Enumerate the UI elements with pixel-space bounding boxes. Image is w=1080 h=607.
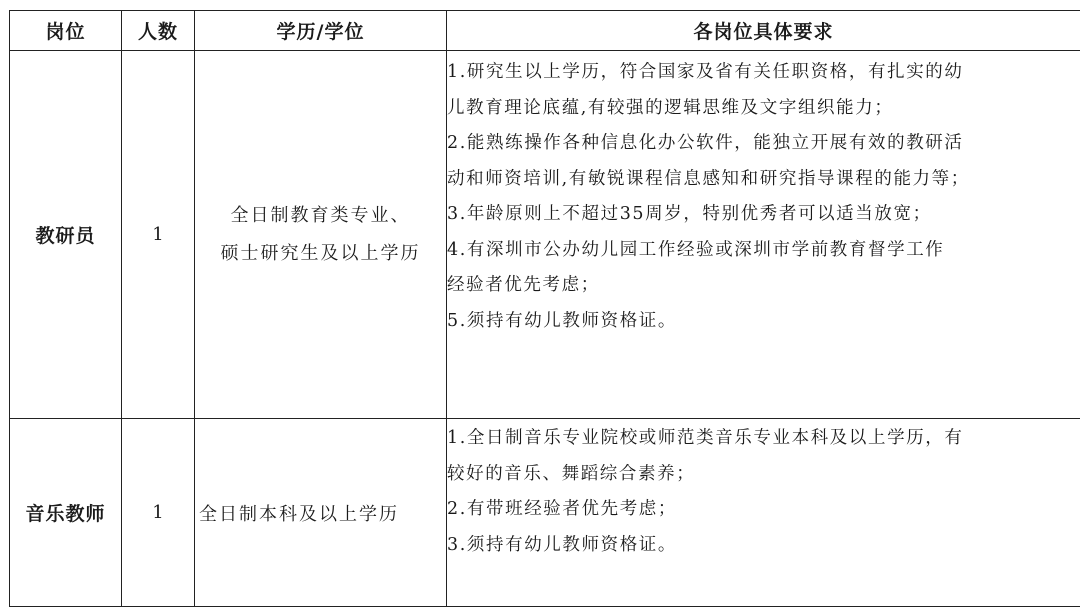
requirement-line: 5.须持有幼儿教师资格证。 [447, 304, 1080, 340]
position-cell: 教研员 [10, 51, 122, 419]
requirement-line: 2.能熟练操作各种信息化办公软件，能独立开展有效的教研活 [447, 126, 1080, 162]
header-education: 学历/学位 [195, 11, 447, 51]
requirement-line: 儿教育理论底蕴,有较强的逻辑思维及文字组织能力； [447, 91, 1080, 127]
count-cell: 1 [122, 51, 195, 419]
header-position: 岗位 [10, 11, 122, 51]
education-line: 全日制本科及以上学历 [199, 500, 446, 526]
requirement-line: 2.有带班经验者优先考虑； [447, 492, 1080, 528]
position-cell: 音乐教师 [10, 419, 122, 607]
requirement-line: 动和师资培训,有敏锐课程信息感知和研究指导课程的能力等； [447, 162, 1080, 198]
requirements-cell [447, 419, 1080, 607]
requirement-line: 经验者优先考虑； [447, 268, 1080, 304]
header-count: 人数 [122, 11, 195, 51]
recruitment-table [9, 10, 1080, 607]
education-cell [195, 51, 447, 419]
requirement-line: 1.研究生以上学历，符合国家及省有关任职资格，有扎实的幼 [447, 55, 1080, 91]
requirements-cell [447, 51, 1080, 419]
requirement-line: 3.须持有幼儿教师资格证。 [447, 528, 1080, 564]
education-line: 全日制教育类专业、 [195, 197, 446, 235]
requirement-line: 1.全日制音乐专业院校或师范类音乐专业本科及以上学历，有 [447, 421, 1080, 457]
table-row [10, 51, 1080, 419]
education-cell [195, 419, 447, 607]
education-line: 硕士研究生及以上学历 [195, 235, 446, 273]
header-requirements: 各岗位具体要求 [447, 11, 1080, 51]
table-row [10, 419, 1080, 607]
requirement-line: 4.有深圳市公办幼儿园工作经验或深圳市学前教育督学工作 [447, 233, 1080, 269]
table-header-row [10, 11, 1080, 51]
count-cell: 1 [122, 419, 195, 607]
requirement-line: 较好的音乐、舞蹈综合素养； [447, 457, 1080, 493]
requirement-line: 3.年龄原则上不超过35周岁，特别优秀者可以适当放宽； [447, 197, 1080, 233]
